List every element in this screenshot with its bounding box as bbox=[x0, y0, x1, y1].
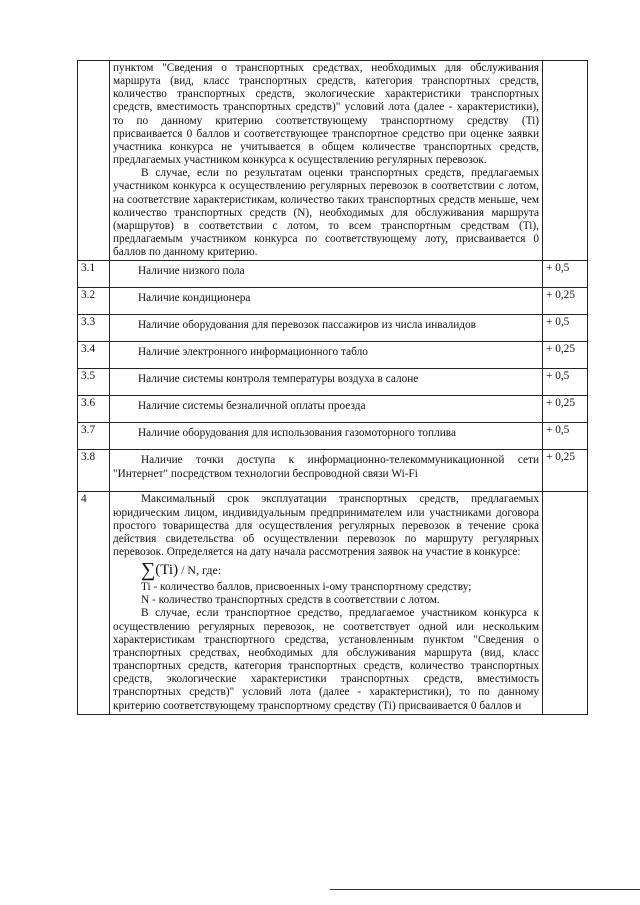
criterion-text: Наличие точки доступа к информационно-телекоммуникационной сети "Интернет" посредством технологии беспроводной связи Wi-Fi bbox=[110, 450, 543, 492]
table-row bbox=[78, 342, 588, 369]
row-number: 4 bbox=[78, 492, 110, 714]
row-score: + 0,5 bbox=[543, 369, 588, 396]
row-number bbox=[78, 61, 110, 261]
row-score: + 0,25 bbox=[543, 342, 588, 369]
row-number: 3.2 bbox=[78, 288, 110, 315]
row-score: + 0,25 bbox=[543, 450, 588, 492]
row-number: 3.4 bbox=[78, 342, 110, 369]
row-score bbox=[543, 492, 588, 714]
paragraph: В случае, если по результатам оценки транспортных средств, предлагаемых участником конкурса к осуществлению регулярных перевозок в соответствии с лотом, на соответствие характеристикам, количество таких транспортных средств меньше, чем количество транспортных средств (N), необходимых для обслуживания маршрута (маршрутов) в соответствии с лотом, то всем транспортным средствам (Ti), предлагаемым участником конкурса по соответствующему лоту, присваивается 0 баллов по данному критерию. bbox=[113, 167, 539, 259]
criterion-text: Наличие низкого пола bbox=[110, 261, 543, 288]
table-row bbox=[78, 61, 588, 261]
table-row bbox=[78, 261, 588, 288]
row-number: 3.1 bbox=[78, 261, 110, 288]
row-score: + 0,25 bbox=[543, 288, 588, 315]
row-number: 3.5 bbox=[78, 369, 110, 396]
paragraph: В случае, если транспортное средство, предлагаемое участником конкурса к осуществлению регулярных перевозок, не соответствует одной или нескольким характеристикам транспортного средства, установленным пунктом "Сведения о транспортных средствах, необходимых для обслуживания маршрута (вид, класс транспортных средств, категория транспортных средств, количество транспортных средств, экологические характеристики транспортных средств, вместимость транспортных средств)" условий лота (далее - характеристики), то по данному критерию соответствующему транспортному средству (Ti) присваивается 0 баллов и bbox=[113, 607, 539, 712]
formula: ∑(Ti) / N, где: bbox=[141, 559, 222, 582]
criterion-text: Наличие оборудования для использования газомоторного топлива bbox=[110, 423, 543, 450]
definition: N - количество транспортных средств в соответствии с лотом. bbox=[141, 594, 440, 607]
sum-symbol: ∑ bbox=[141, 559, 156, 582]
criteria-table bbox=[77, 60, 588, 715]
criterion-text: Наличие электронного информационного табло bbox=[110, 342, 543, 369]
criterion-text: Наличие кондиционера bbox=[110, 288, 543, 315]
row-number: 3.7 bbox=[78, 423, 110, 450]
criterion-text bbox=[110, 492, 543, 714]
definition: Ti - количество баллов, присвоенных i-ому транспортному средству; bbox=[141, 581, 472, 594]
criterion-text: Наличие системы контроля температуры воздуха в салоне bbox=[110, 369, 543, 396]
row-number: 3.6 bbox=[78, 396, 110, 423]
table-row bbox=[78, 450, 588, 492]
footer-rule bbox=[330, 889, 640, 890]
row-number: 3.3 bbox=[78, 315, 110, 342]
criterion-text: Наличие оборудования для перевозок пассажиров из числа инвалидов bbox=[110, 315, 543, 342]
row-score: + 0,5 bbox=[543, 315, 588, 342]
criterion-text: Наличие системы безналичной оплаты проезда bbox=[110, 396, 543, 423]
paragraph: пунктом "Сведения о транспортных средствах, необходимых для обслуживания маршрута (вид, класс транспортных средств, категория транспортных средств, количество транспортных средств, экологические характеристики транспортных средств, вместимость транспортных средств)" условий лота (далее - характеристики), то по данному критерию соответствующему транспортному средству (Ti) присваивается 0 баллов и соответствующее транспортное средство при оценке заявки участника конкурса не учитывается в общем количестве транспортных средств, предлагаемых участником конкурса к осуществлению регулярных перевозок. bbox=[113, 62, 539, 167]
table-row bbox=[78, 369, 588, 396]
row-number: 3.8 bbox=[78, 450, 110, 492]
table-row bbox=[78, 423, 588, 450]
row-score: + 0,5 bbox=[543, 261, 588, 288]
table-row bbox=[78, 492, 588, 714]
row-score: + 0,25 bbox=[543, 396, 588, 423]
paragraph: Максимальный срок эксплуатации транспортных средств, предлагаемых юридическим лицом, индивидуальным предпринимателем или участниками договора простого товарищества для осуществления регулярных перевозок в течение срока действия свидетельства об осуществлении перевозок по маршруту регулярных перевозок. Определяется на дату начала рассмотрения заявок на участие в конкурсе: bbox=[113, 493, 539, 558]
row-score bbox=[543, 61, 588, 261]
table-row bbox=[78, 288, 588, 315]
table-row bbox=[78, 396, 588, 423]
criterion-text bbox=[110, 61, 543, 261]
row-score: + 0,5 bbox=[543, 423, 588, 450]
table-row bbox=[78, 315, 588, 342]
